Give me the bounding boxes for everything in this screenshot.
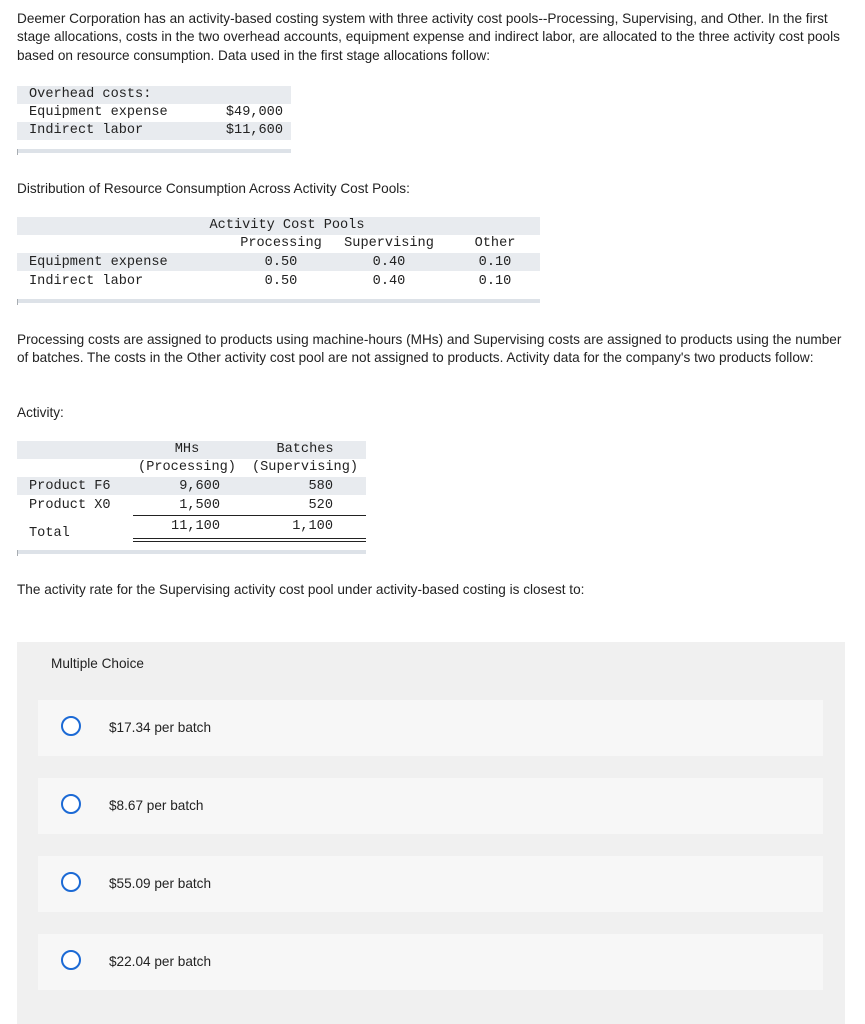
- radio-button-icon[interactable]: [61, 872, 81, 892]
- cell-value: 580: [308, 479, 333, 494]
- radio-button-icon[interactable]: [61, 794, 81, 814]
- row-label: Product X0: [29, 498, 111, 513]
- choice-label: $55.09 per batch: [109, 876, 212, 891]
- multiple-choice-panel: [17, 642, 845, 1024]
- activity-heading: Activity:: [17, 405, 64, 420]
- row-label: Indirect labor: [29, 274, 144, 289]
- table-row: [17, 478, 366, 496]
- row-label: Equipment expense: [29, 255, 168, 270]
- row-label: Product F6: [29, 479, 111, 494]
- distribution-heading: Distribution of Resource Consumption Across Activity Cost Pools:: [17, 181, 410, 196]
- choice-option-3[interactable]: [38, 856, 823, 912]
- row-label: Indirect labor: [29, 123, 144, 138]
- choice-option-1[interactable]: [38, 700, 823, 756]
- cell-value: 9,600: [179, 479, 220, 494]
- radio-button-icon[interactable]: [61, 950, 81, 970]
- table-row: [17, 497, 366, 515]
- col-header-processing: Processing: [240, 236, 322, 251]
- overhead-table: [17, 86, 291, 156]
- col-header-supervising: Supervising: [344, 236, 434, 251]
- cell-value: 0.40: [372, 255, 406, 270]
- cell-value: 0.40: [372, 274, 406, 289]
- total-row: [17, 518, 366, 541]
- distribution-table: [17, 217, 540, 307]
- row-value: $11,600: [225, 123, 283, 138]
- assignment-text: Processing costs are assigned to products using machine-hours (MHs) and Supervising costs are assigned to products using the number of batches. The costs in the Other activity cost pool are not assigned to products. Activity data for the company's two products follow:: [17, 332, 842, 366]
- col-header-mhs: MHs: [174, 442, 200, 457]
- total-value: 1,100: [292, 519, 333, 534]
- intro-text: Deemer Corporation has an activity-based costing system with three activity cost pools--Processing, Supervising, and Other. In the first stage allocations, costs in the two overhead accounts, equipment expense and indirect labor, are allocated to the three activity cost pools based on resource consumption. Data used in the first stage allocations follow:: [17, 11, 840, 63]
- col-header-supervising: (Supervising): [251, 460, 359, 475]
- cell-value: 1,500: [179, 498, 220, 513]
- table-row: [17, 254, 540, 272]
- choice-label: $17.34 per batch: [109, 720, 212, 735]
- col-header-batches: Batches: [276, 442, 334, 457]
- cell-value: 520: [308, 498, 333, 513]
- total-label: Total: [29, 526, 70, 541]
- row-label: Equipment expense: [29, 105, 168, 120]
- choice-option-2[interactable]: [38, 778, 823, 834]
- col-header-other: Other: [474, 236, 516, 251]
- cell-value: 0.10: [478, 274, 512, 289]
- radio-button-icon[interactable]: [61, 716, 81, 736]
- choice-label: $22.04 per batch: [109, 954, 212, 969]
- table-row: [17, 104, 291, 122]
- row-value: $49,000: [225, 105, 283, 120]
- cell-value: 0.50: [264, 274, 298, 289]
- multiple-choice-title: Multiple Choice: [51, 656, 144, 671]
- table-row: [17, 273, 540, 291]
- choice-label: $8.67 per batch: [109, 798, 204, 813]
- activity-cost-pools-header: Activity Cost Pools: [209, 218, 365, 233]
- cell-value: 0.10: [478, 255, 512, 270]
- table-row: [17, 122, 291, 140]
- overhead-header: Overhead costs:: [29, 87, 152, 102]
- choice-option-4[interactable]: [38, 934, 823, 990]
- cell-value: 0.50: [264, 255, 298, 270]
- question-text: The activity rate for the Supervising activity cost pool under activity-based costing is closest to:: [17, 582, 585, 597]
- total-value: 11,100: [171, 519, 220, 534]
- activity-table: [17, 441, 366, 559]
- col-header-processing: (Processing): [138, 460, 236, 475]
